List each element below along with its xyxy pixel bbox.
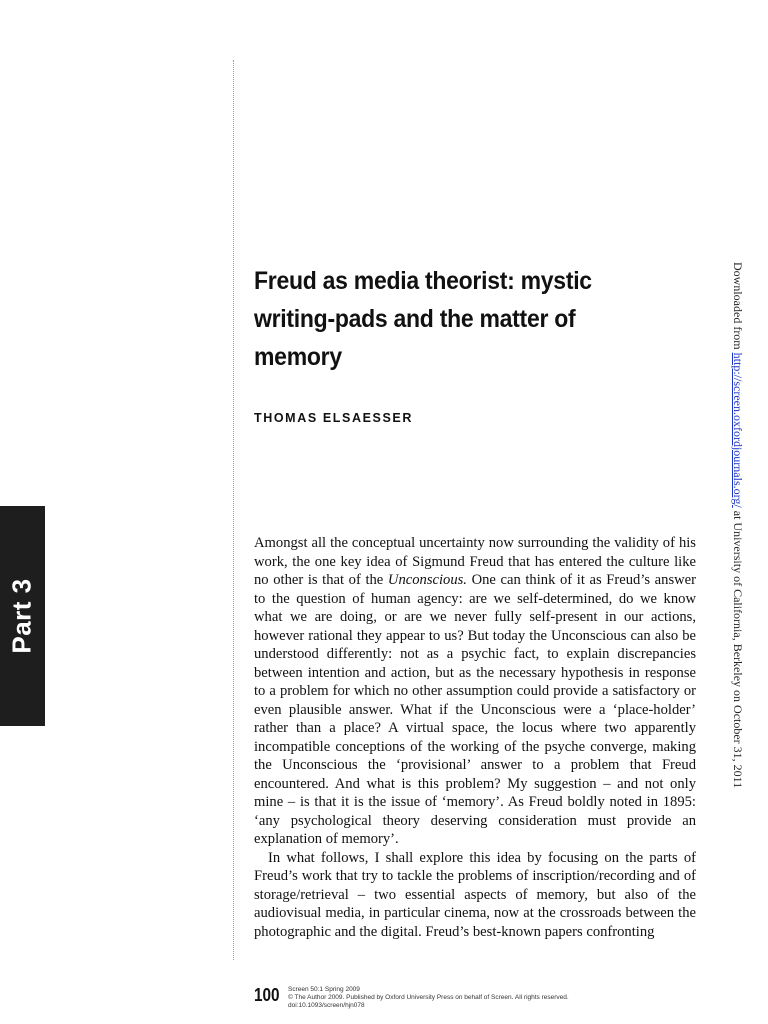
article-body	[254, 534, 696, 941]
download-note-prefix: Downloaded from	[731, 262, 745, 353]
download-note-suffix: at University of California, Berkeley on October 31, 2011	[731, 507, 745, 789]
journal-link[interactable]: http://screen.oxfordjournals.org/	[731, 352, 745, 508]
footer-info	[288, 986, 569, 1011]
page-number: 100	[254, 985, 280, 1005]
paragraph-1-text-rest: One can think of it as Freud’s answer to the question of human agency: are we self-determined, do we know what we are doing, or are we never fully self-present in our actions, however rational they appear to us? But today the Unconscious can also be understood differently: not as a psychic fact, to explain discrepancies between intention and action, but as the necessary hypothesis in response to a problem for which no other assumption could provide a satisfactory or even plausible answer. What if the Unconscious were a ‘place-holder’ rather than a place? A virtual space, the locus where two apparently incompatible conceptions of the working of the psyche converge, making the Unconscious the ‘provisional’ answer to a problem that Freud encountered. And what is this problem? My suggestion – and not only mine – is that it is the issue of ‘memory’. As Freud boldly noted in 1895: ‘any psychological theory deserving consideration must provide an explanation of memory’.	[254, 572, 696, 847]
unconscious-term: Unconscious.	[387, 572, 467, 588]
download-note	[730, 262, 745, 788]
body-paragraph-2: In what follows, I shall explore this idea by focusing on the parts of Freud’s work that try to tackle the problems of inscription/recording and of storage/retrieval – two essential aspects of memory, but also of the audiovisual media, in particular cinema, now at the crossroads between the photographic and the digital. Freud’s best-known papers confronting	[254, 849, 696, 940]
journal-issue: Screen 50:1 Spring 2009	[288, 986, 360, 993]
copyright-notice: © The Author 2009. Published by Oxford University Press on behalf of Screen. All rights reserved.	[288, 994, 569, 1002]
article-title: Freud as media theorist: mystic writing-pads and the matter of memory	[254, 267, 592, 371]
article-author: THOMAS ELSAESSER	[254, 411, 413, 425]
body-paragraph-1	[254, 534, 696, 849]
paragraph-1-text-start: Amongst all the conceptual uncertainty now surrounding the validity of his work, the one key idea of Sigmund Freud that has entered the culture like no other is that of the	[254, 535, 696, 588]
part-tab-label: Part 3	[6, 578, 37, 654]
doi: doi:10.1093/screen/hjn078	[288, 1002, 365, 1010]
part-tab	[0, 506, 45, 726]
margin-dotted-rule	[233, 60, 234, 960]
